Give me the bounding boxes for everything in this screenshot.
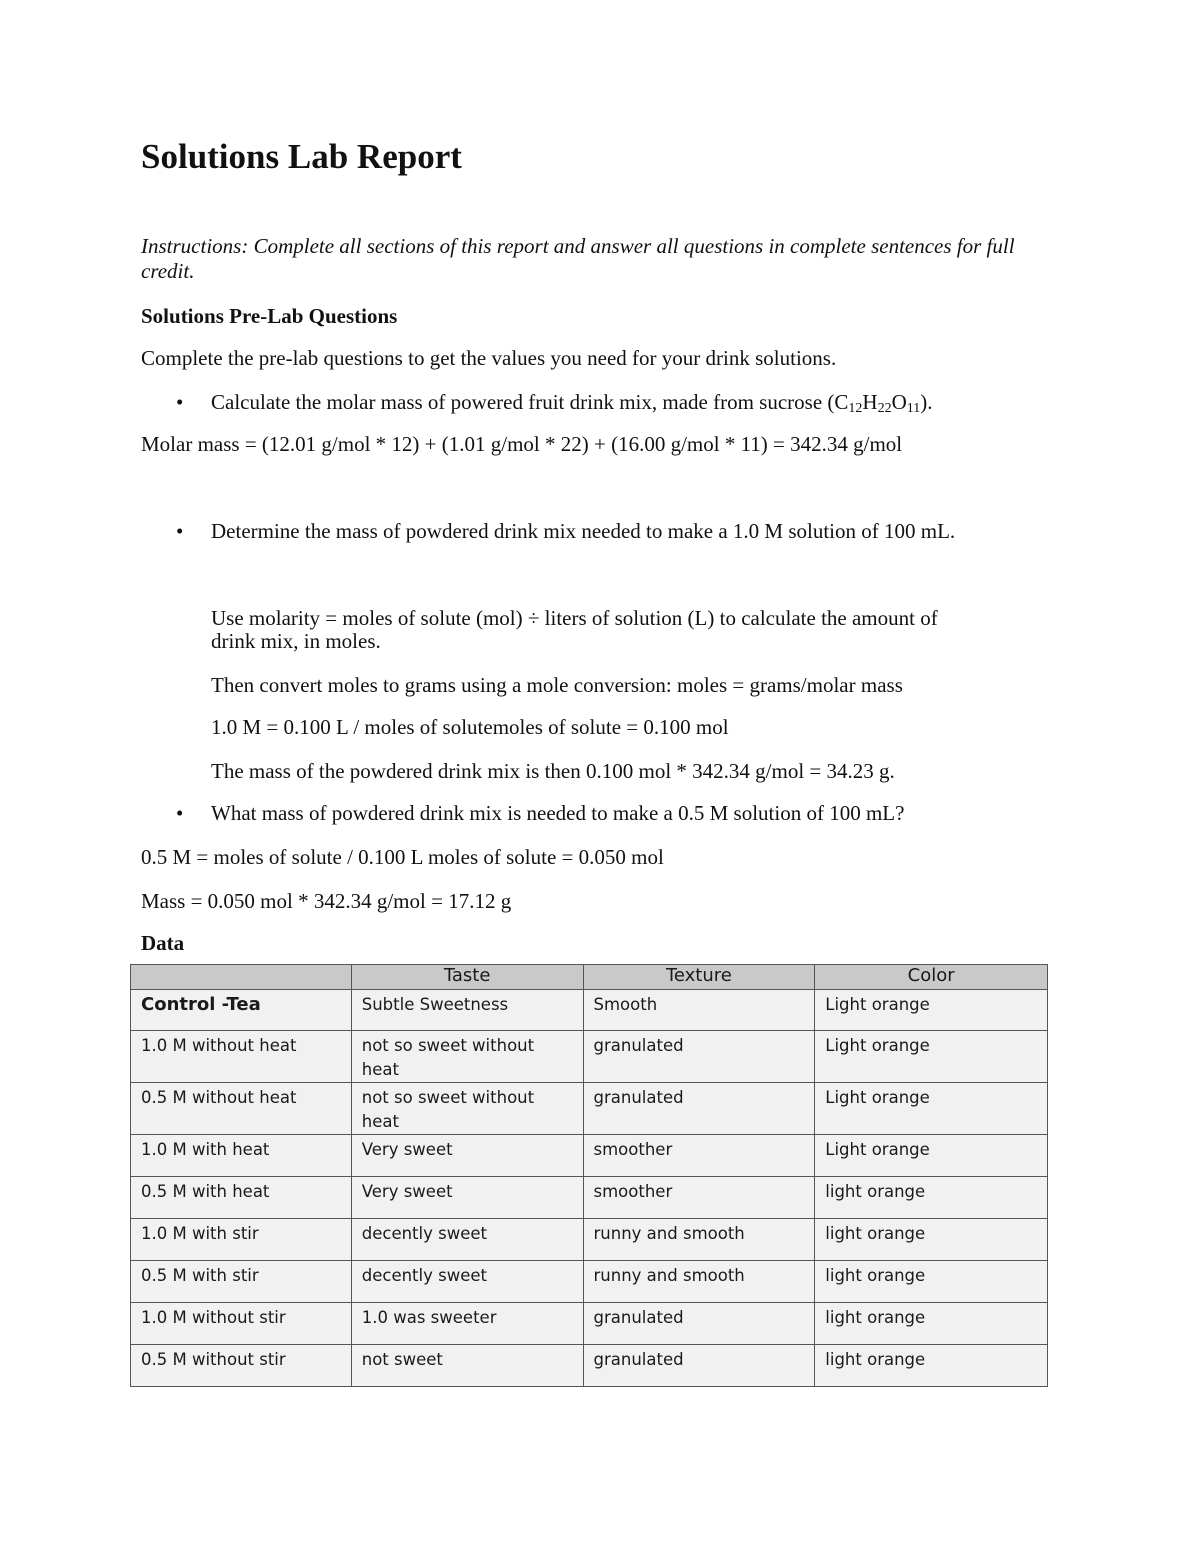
question-1-end: ). bbox=[920, 390, 933, 414]
table-cell-taste: Very sweet bbox=[351, 1177, 583, 1219]
subscript-h: 22 bbox=[877, 401, 892, 416]
table-cell-color: Light orange bbox=[815, 990, 1048, 1031]
table-row bbox=[131, 1261, 1048, 1303]
column-header bbox=[131, 965, 352, 990]
bullet-marker: • bbox=[176, 801, 184, 825]
subscript-c: 12 bbox=[848, 401, 863, 416]
table-cell-texture: runny and smooth bbox=[583, 1261, 815, 1303]
table-cell-texture: granulated bbox=[583, 1083, 815, 1135]
table-cell-texture: granulated bbox=[583, 1303, 815, 1345]
table-cell-taste: decently sweet bbox=[351, 1261, 583, 1303]
question-2: Determine the mass of powdered drink mix needed to make a 1.0 M solution of 100 mL. bbox=[211, 519, 956, 543]
element-h: H bbox=[862, 390, 878, 414]
table-cell-color: light orange bbox=[815, 1303, 1048, 1345]
table-cell-color: Light orange bbox=[815, 1083, 1048, 1135]
table-cell-color: Light orange bbox=[815, 1031, 1048, 1083]
table-cell-taste: Subtle Sweetness bbox=[351, 990, 583, 1031]
table-cell-color: light orange bbox=[815, 1345, 1048, 1387]
element-o: O bbox=[891, 390, 907, 414]
table-cell-condition: 0.5 M without heat bbox=[131, 1083, 352, 1135]
table-row bbox=[131, 990, 1048, 1031]
table-cell-texture: smoother bbox=[583, 1135, 815, 1177]
answer-3-line-2: Mass = 0.050 mol * 342.34 g/mol = 17.12 g bbox=[141, 889, 512, 913]
instructions-text: Instructions: Complete all sections of this report and answer all questions in complete sentences for full credit. bbox=[141, 234, 1015, 283]
table-row bbox=[131, 1219, 1048, 1261]
table-row bbox=[131, 1031, 1048, 1083]
subscript-o: 11 bbox=[906, 401, 921, 416]
answer-2-line-4: 1.0 M = 0.100 L / moles of solutemoles of solute = 0.100 mol bbox=[211, 715, 729, 739]
table-cell-color: Light orange bbox=[815, 1135, 1048, 1177]
table-cell-taste: not so sweet without heat bbox=[351, 1083, 583, 1135]
table-cell-color: light orange bbox=[815, 1177, 1048, 1219]
table-cell-condition: 1.0 M without heat bbox=[131, 1031, 352, 1083]
column-header: Texture bbox=[583, 965, 815, 990]
table-cell-condition: 0.5 M with heat bbox=[131, 1177, 352, 1219]
answer-2-line-2: drink mix, in moles. bbox=[211, 629, 381, 653]
table-row bbox=[131, 1083, 1048, 1135]
bullet-marker: • bbox=[176, 519, 184, 543]
document-title: Solutions Lab Report bbox=[141, 137, 462, 176]
question-1-text: Calculate the molar mass of powered fruit drink mix, made from sucrose (C bbox=[211, 390, 849, 414]
table-row bbox=[131, 1345, 1048, 1387]
answer-2-line-5: The mass of the powdered drink mix is then 0.100 mol * 342.34 g/mol = 34.23 g. bbox=[211, 759, 895, 783]
data-heading: Data bbox=[141, 931, 185, 955]
table-cell-taste: decently sweet bbox=[351, 1219, 583, 1261]
column-header: Taste bbox=[351, 965, 583, 990]
prelab-heading: Solutions Pre-Lab Questions bbox=[141, 304, 398, 328]
answer-2-line-1: Use molarity = moles of solute (mol) ÷ liters of solution (L) to calculate the amount of bbox=[211, 606, 938, 630]
table-cell-texture: runny and smooth bbox=[583, 1219, 815, 1261]
bullet-marker: • bbox=[176, 390, 184, 414]
table-cell-texture: granulated bbox=[583, 1345, 815, 1387]
table-cell-condition: 0.5 M without stir bbox=[131, 1345, 352, 1387]
answer-2-line-3: Then convert moles to grams using a mole conversion: moles = grams/molar mass bbox=[211, 673, 903, 697]
table-cell-texture: Smooth bbox=[583, 990, 815, 1031]
table-cell-color: light orange bbox=[815, 1261, 1048, 1303]
table-cell-texture: smoother bbox=[583, 1177, 815, 1219]
table-cell-taste: Very sweet bbox=[351, 1135, 583, 1177]
data-table bbox=[130, 964, 1048, 1387]
table-cell-taste: not so sweet without heat bbox=[351, 1031, 583, 1083]
table-cell-condition: 1.0 M without stir bbox=[131, 1303, 352, 1345]
table-row bbox=[131, 1303, 1048, 1345]
question-1 bbox=[211, 390, 932, 417]
table-cell-condition: 1.0 M with stir bbox=[131, 1219, 352, 1261]
table-cell-texture: granulated bbox=[583, 1031, 815, 1083]
table-cell-condition: Control -Tea bbox=[131, 990, 352, 1031]
question-3: What mass of powdered drink mix is needed to make a 0.5 M solution of 100 mL? bbox=[211, 801, 905, 825]
table-row bbox=[131, 1177, 1048, 1219]
table-cell-condition: 1.0 M with heat bbox=[131, 1135, 352, 1177]
column-header: Color bbox=[815, 965, 1048, 990]
prelab-intro: Complete the pre-lab questions to get the values you need for your drink solutions. bbox=[141, 346, 837, 370]
table-cell-condition: 0.5 M with stir bbox=[131, 1261, 352, 1303]
answer-3-line-1: 0.5 M = moles of solute / 0.100 L moles of solute = 0.050 mol bbox=[141, 845, 664, 869]
table-cell-taste: 1.0 was sweeter bbox=[351, 1303, 583, 1345]
table-cell-taste: not sweet bbox=[351, 1345, 583, 1387]
answer-1: Molar mass = (12.01 g/mol * 12) + (1.01 g/mol * 22) + (16.00 g/mol * 11) = 342.34 g/mol bbox=[141, 432, 903, 456]
table-row bbox=[131, 1135, 1048, 1177]
table-cell-color: light orange bbox=[815, 1219, 1048, 1261]
table-header-row bbox=[131, 965, 1048, 990]
